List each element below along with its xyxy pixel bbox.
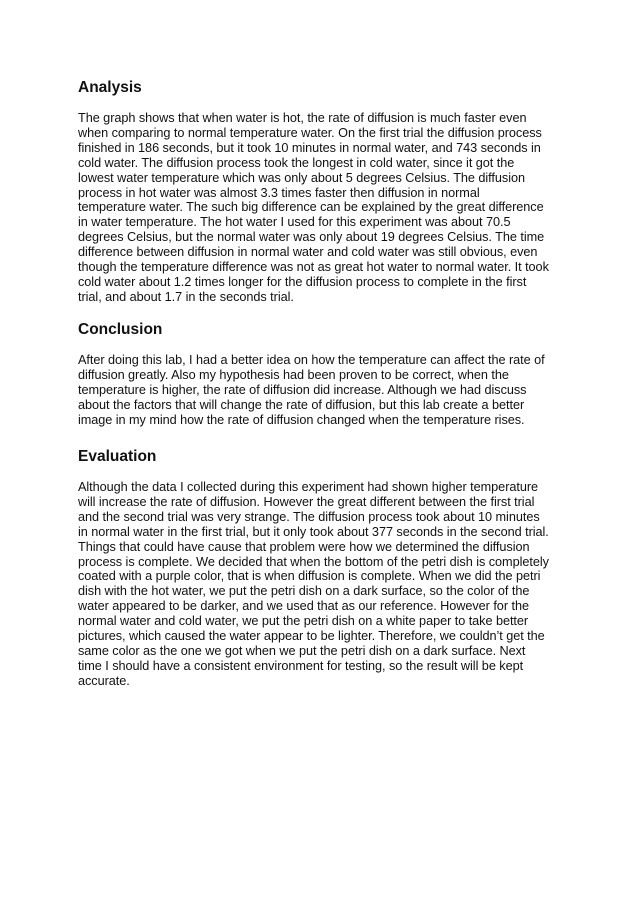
text-line: degrees Celsius, but the normal water was only about 19 degrees Celsius. The time <box>78 230 545 245</box>
text-line: lowest water temperature which was only about 5 degrees Celsius. The diffusion <box>78 170 525 185</box>
section-body-analysis <box>78 111 564 305</box>
section-heading-evaluation: Evaluation <box>78 448 157 465</box>
text-line: in normal water in the first trial, but it only took about 377 seconds in the second trial. <box>78 524 549 539</box>
text-line: coated with a purple color, that is when diffusion is complete. When we did the petri <box>78 569 541 584</box>
text-line: finished in 186 seconds, but it took 10 minutes in normal water, and 743 seconds in <box>78 140 541 155</box>
text-line: cold water about 1.2 times longer for the diffusion process to complete in the first <box>78 274 527 289</box>
text-line: temperature is higher, the rate of diffusion did increase. Although we had discuss <box>78 382 527 397</box>
text-line: when comparing to normal temperature water. On the first trial the diffusion process <box>78 125 542 140</box>
text-line: process in hot water was almost 3.3 times faster then diffusion in normal <box>78 185 480 200</box>
text-line: normal water and cold water, we put the petri dish on a white paper to take better <box>78 614 529 629</box>
text-line: water appeared to be darker, and we used that as our reference. However for the <box>78 599 529 614</box>
text-line: dish with the hot water, we put the petri dish on a dark surface, so the color of the <box>78 584 530 599</box>
text-line: same color as the one we got when we put the petri dish on a dark surface. Next <box>78 643 526 658</box>
text-line: will increase the rate of diffusion. However the great different between the first trial <box>78 494 535 509</box>
section-heading-analysis: Analysis <box>78 79 142 96</box>
text-line: After doing this lab, I had a better idea on how the temperature can affect the rate of <box>78 353 545 367</box>
text-line: The graph shows that when water is hot, the rate of diffusion is much faster even <box>78 111 527 125</box>
text-line: diffusion greatly. Also my hypothesis had been proven to be correct, when the <box>78 367 509 382</box>
text-line: and the second trial was very strange. The diffusion process took about 10 minutes <box>78 509 540 524</box>
text-line: difference between diffusion in normal water and cold water was still obvious, even <box>78 245 538 260</box>
text-line: in water temperature. The hot water I used for this experiment was about 70.5 <box>78 215 511 230</box>
text-line: image in my mind how the rate of diffusion changed when the temperature rises. <box>78 412 525 427</box>
text-line: Although the data I collected during this experiment had shown higher temperature <box>78 480 539 494</box>
text-line: time I should have a consistent environment for testing, so the result will be kept <box>78 658 524 673</box>
text-line: about the factors that will change the rate of diffusion, but this lab create a better <box>78 397 525 412</box>
text-line: process is complete. We decided that when the bottom of the petri dish is completely <box>78 554 549 569</box>
section-heading-conclusion: Conclusion <box>78 321 163 338</box>
section-body-evaluation <box>78 480 564 689</box>
text-line: Things that could have cause that problem were how we determined the diffusion <box>78 539 530 554</box>
text-line: trial, and about 1.7 in the seconds trial. <box>78 289 294 304</box>
text-line: temperature water. The such big difference can be explained by the great difference <box>78 200 544 215</box>
text-line: pictures, which caused the water appear to be lighter. Therefore, we couldn’t get the <box>78 629 545 644</box>
text-line: cold water. The diffusion process took the longest in cold water, since it got the <box>78 155 515 170</box>
text-line: though the temperature difference was not as great hot water to normal water. It took <box>78 260 549 275</box>
section-body-conclusion <box>78 353 564 428</box>
text-line: accurate. <box>78 673 130 688</box>
